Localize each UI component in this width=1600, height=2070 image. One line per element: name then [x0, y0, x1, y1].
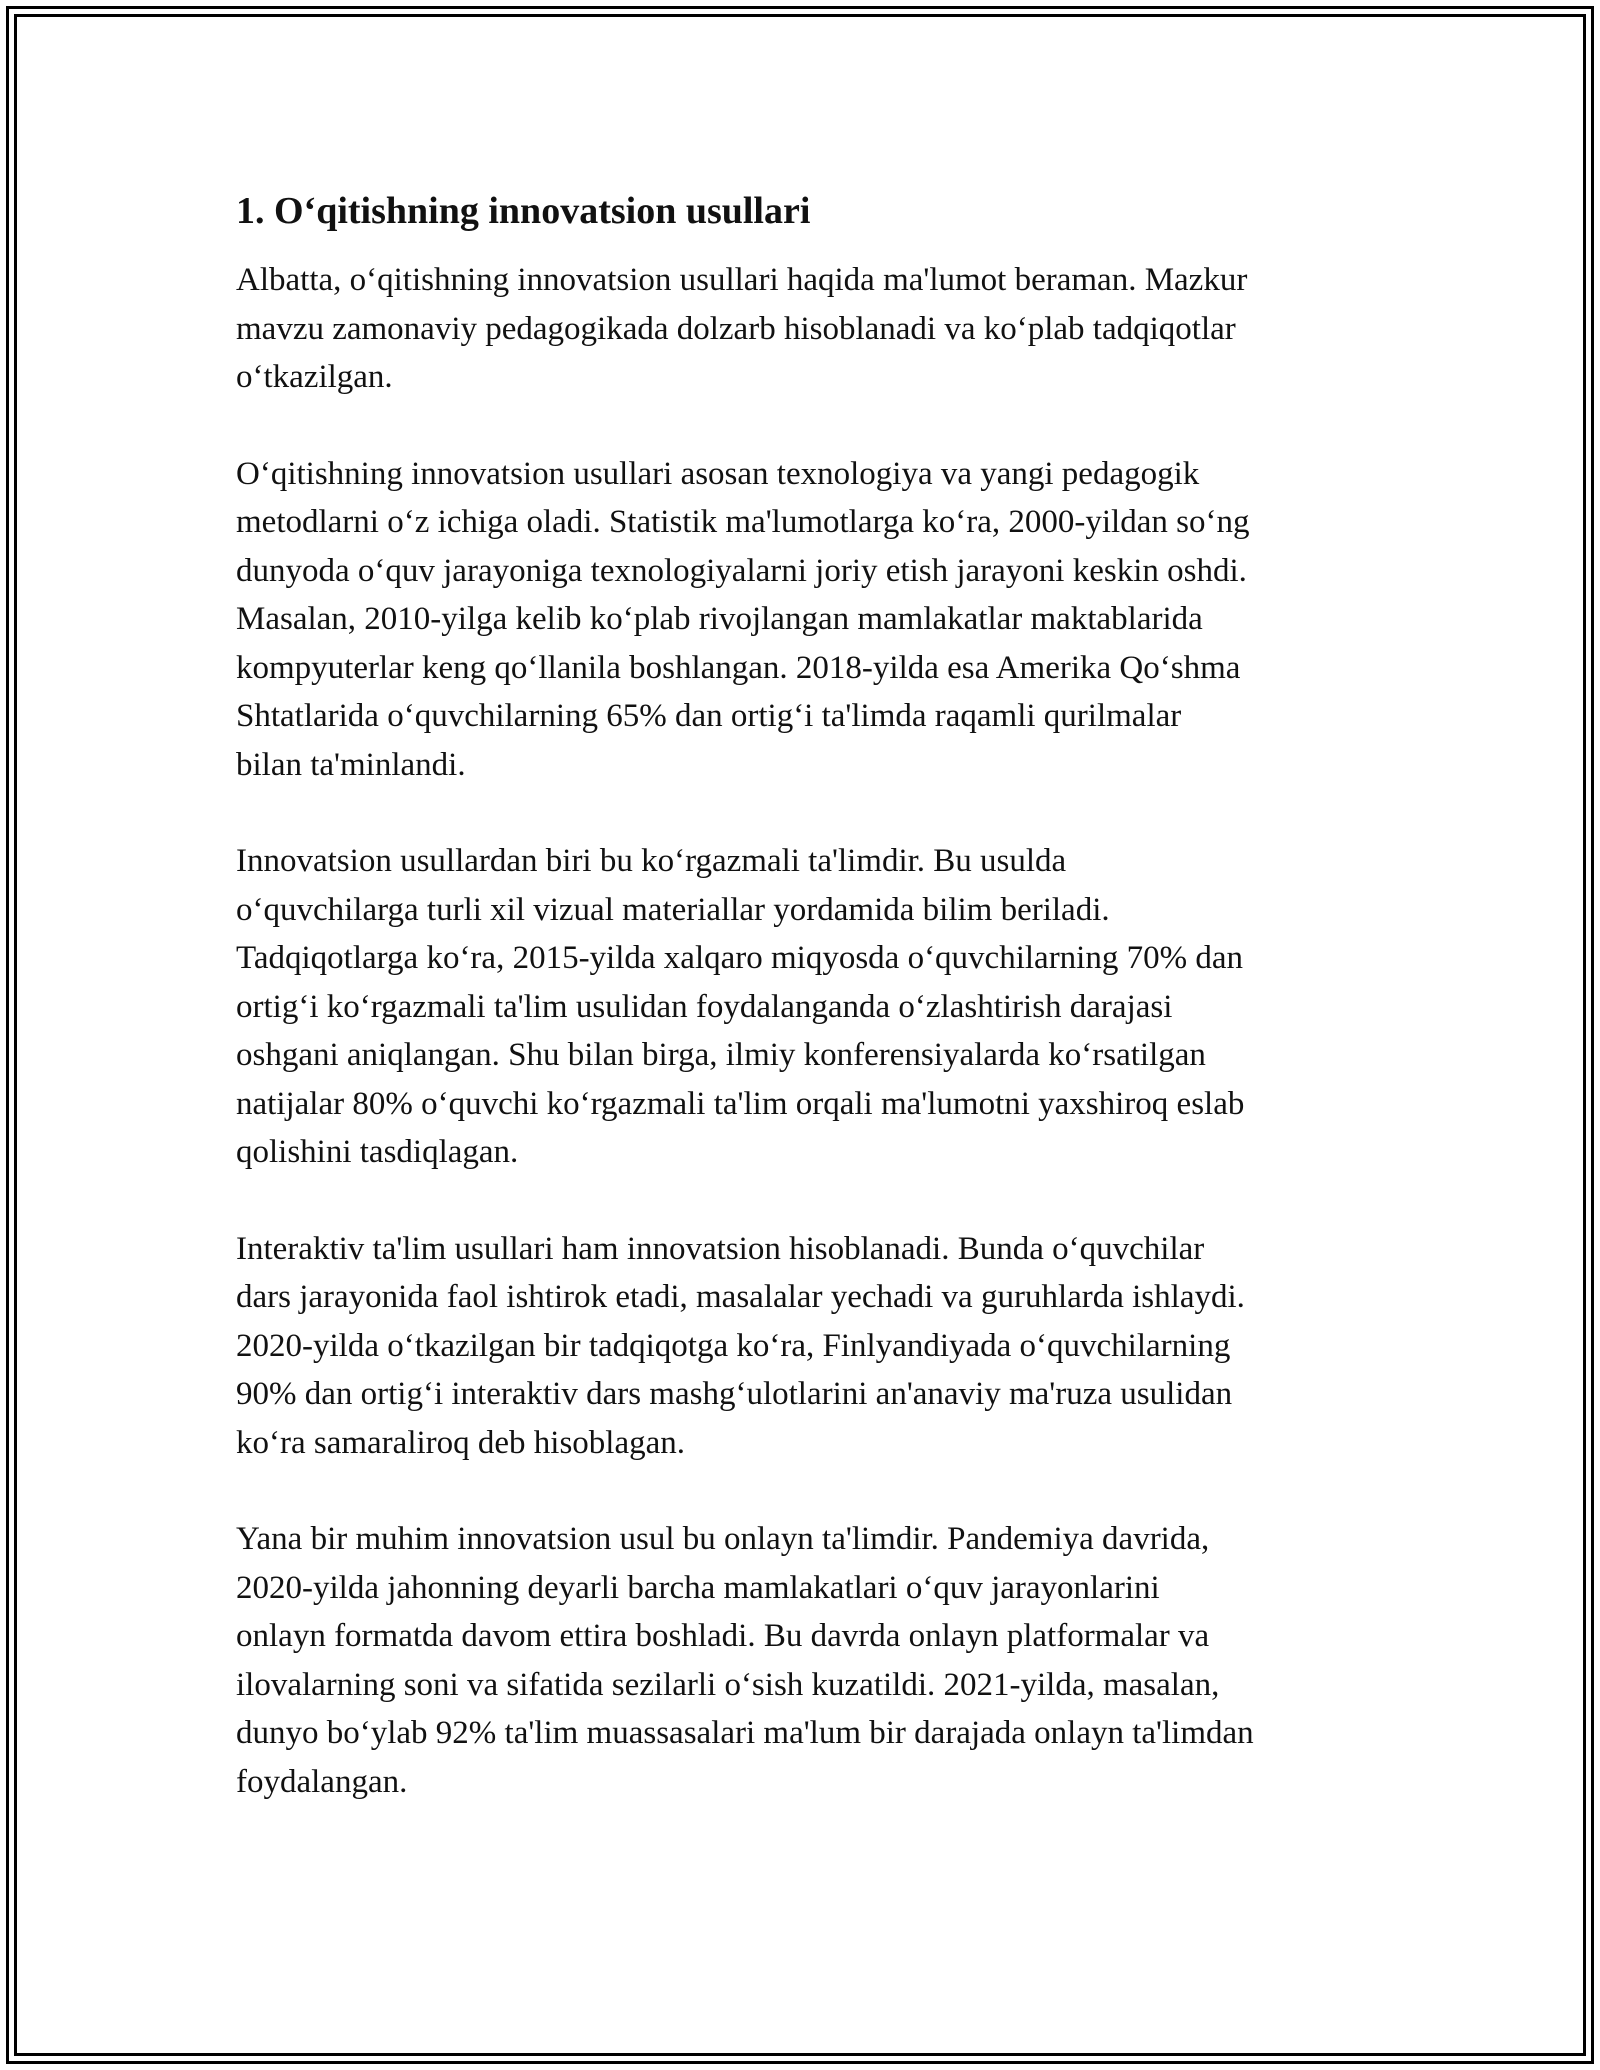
paragraph-line: o‘tkazilgan. [236, 359, 393, 395]
paragraph-line: Shtatlarida o‘quvchilarning 65% dan ortig‘i ta'limda raqamli qurilmalar [236, 698, 1182, 734]
paragraph-line: ilovalarning soni va sifatida sezilarli o‘sish kuzatildi. 2021-yilda, masalan, [236, 1666, 1220, 1703]
paragraph-line: bilan ta'minlandi. [236, 746, 466, 783]
paragraph-line: Innovatsion usullardan biri bu ko‘rgazmali ta'limdir. Bu usulda [236, 843, 1067, 879]
paragraph-line: mavzu zamonaviy pedagogikada dolzarb hisoblanadi va ko‘plab tadqiqotlar [236, 310, 1236, 347]
paragraph-line: ko‘ra samaraliroq deb hisoblagan. [236, 1424, 686, 1461]
paragraph-line: onlayn formatda davom ettira boshladi. Bu davrda onlayn platformalar va [236, 1618, 1210, 1654]
paragraph-line: o‘quvchilarga turli xil vizual materiallar yordamida bilim beriladi. [236, 891, 1110, 928]
paragraph-technology [236, 450, 1376, 790]
paragraph-line: dars jarayonida faol ishtirok etadi, masalalar yechadi va guruhlarda ishlaydi. [236, 1279, 1245, 1315]
paragraph-line: kompyuterlar keng qo‘llanila boshlangan. 2018-yilda esa Amerika Qo‘shma [236, 649, 1241, 686]
document-body [236, 186, 1376, 1854]
paragraph-line: dunyo bo‘ylab 92% ta'lim muassasalari ma'lum bir darajada onlayn ta'limdan [236, 1715, 1254, 1751]
paragraph-line: ortig‘i ko‘rgazmali ta'lim usulidan foydalanganda o‘zlashtirish darajasi [236, 988, 1173, 1025]
paragraph-line: Tadqiqotlarga ko‘ra, 2015-yilda xalqaro miqyosda o‘quvchilarning 70% dan [236, 940, 1243, 976]
paragraph-line: metodlarni o‘z ichiga oladi. Statistik ma'lumotlarga ko‘ra, 2000-yildan so‘ng [236, 504, 1250, 540]
paragraph-line: natijalar 80% o‘quvchi ko‘rgazmali ta'lim orqali ma'lumotni yaxshiroq eslab [236, 1085, 1245, 1122]
paragraph-line: Interaktiv ta'lim usullari ham innovatsion hisoblanadi. Bunda o‘quvchilar [236, 1230, 1205, 1267]
document-title: 1. O‘qitishning innovatsion usullari [236, 190, 811, 232]
paragraph-visual-learning [236, 837, 1376, 1177]
paragraph-online-learning [236, 1515, 1376, 1806]
paragraph-line: 90% dan ortig‘i interaktiv dars mashg‘ulotlarini an'anaviy ma'ruza usulidan [236, 1376, 1233, 1412]
paragraph-line: foydalangan. [236, 1763, 408, 1800]
paragraph-line: 2020-yilda jahonning deyarli barcha mamlakatlari o‘quv jarayonlarini [236, 1569, 1160, 1606]
paragraph-line: O‘qitishning innovatsion usullari asosan texnologiya va yangi pedagogik [236, 455, 1200, 492]
paragraph-line: qolishini tasdiqlagan. [236, 1134, 519, 1170]
paragraph-line: dunyoda o‘quv jarayoniga texnologiyalarni joriy etish jarayoni keskin oshdi. [236, 552, 1247, 589]
paragraph-line: 2020-yilda o‘tkazilgan bir tadqiqotga ko‘ra, Finlyandiyada o‘quvchilarning [236, 1327, 1231, 1364]
paragraph-line: Masalan, 2010-yilga kelib ko‘plab rivojlangan mamlakatlar maktablarida [236, 601, 1203, 637]
paragraph-interactive-learning [236, 1225, 1376, 1468]
paragraph-line: Albatta, o‘qitishning innovatsion usullari haqida ma'lumot beraman. Mazkur [236, 262, 1248, 298]
paragraph-line: Yana bir muhim innovatsion usul bu onlayn ta'limdir. Pandemiya davrida, [236, 1521, 1210, 1557]
paragraph-intro [236, 256, 1376, 402]
paragraph-line: oshgani aniqlangan. Shu bilan birga, ilmiy konferensiyalarda ko‘rsatilgan [236, 1037, 1206, 1073]
